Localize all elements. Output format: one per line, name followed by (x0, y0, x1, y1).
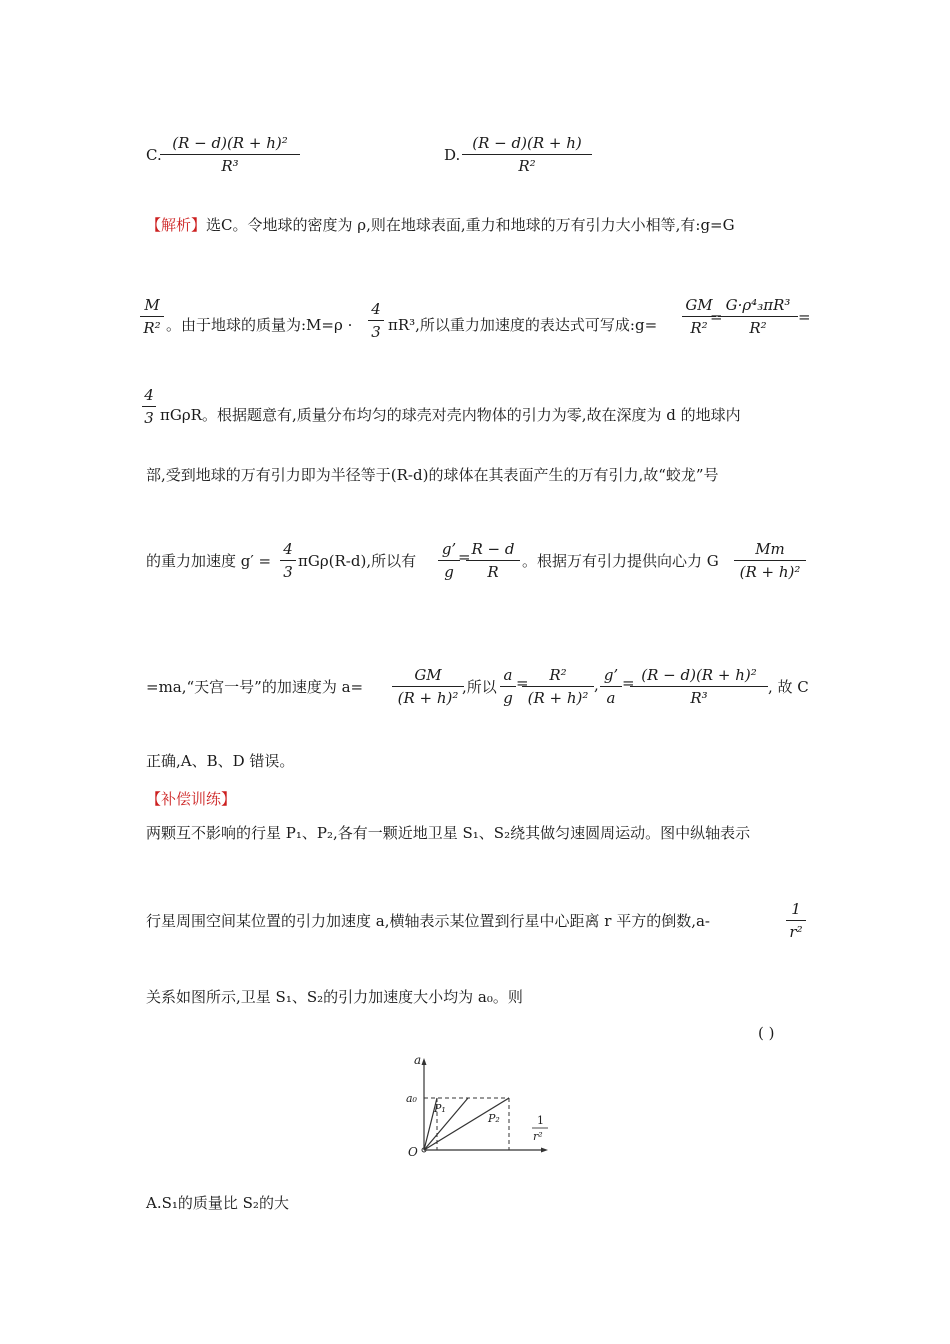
analysis-text-6a: =ma,“天宫一号”的加速度为 a= (146, 678, 364, 696)
equals-sign-2: = (798, 308, 811, 326)
y-axis-label: a (414, 1053, 422, 1067)
frac-r-minus-d-over-r: R − d R (466, 540, 520, 581)
analysis-text-1: 选C。令地球的密度为 ρ,则在地球表面,重力和地球的万有引力大小相等,有:g=G (206, 216, 735, 234)
p2-label: P₂ (488, 1112, 500, 1125)
option-c-fraction: (R − d)(R + h)² R³ (160, 134, 300, 175)
p1-label: P₁ (434, 1102, 446, 1115)
training-line-2: 行星周围空间某位置的引力加速度 a,横轴表示某位置到行星中心距离 r 平方的倒数,a- (146, 912, 710, 930)
frac-gm-over-r2: GM R² (682, 296, 716, 337)
analysis-text-6d: , 故 C (768, 678, 809, 696)
analysis-text-6b: ,所以 (462, 678, 497, 696)
analysis-text-5c: 。根据万有引力提供向心力 G (522, 552, 719, 570)
x-axis-label-den: r² (533, 1130, 543, 1143)
frac-g-prime-over-g: g’ g (438, 540, 460, 581)
comma: , (594, 676, 599, 694)
training-line-1: 两颗互不影响的行星 P₁、P₂,各有一颗近地卫星 S₁、S₂绕其做匀速圆周运动。图中纵轴表示 (146, 824, 751, 842)
y-axis-arrow (422, 1058, 427, 1065)
x-axis-arrow (541, 1148, 548, 1153)
analysis-line-7: 正确,A、B、D 错误。 (146, 752, 295, 770)
equals-sign-5: = (622, 674, 635, 692)
analysis-text-5b: πGρ(R-d),所以有 (298, 552, 417, 570)
equals-sign-4: = (516, 674, 529, 692)
frac-1-over-r2: 1 r² (786, 900, 806, 941)
analysis-line-1 (146, 214, 735, 235)
analysis-text-2a: 。由于地球的质量为:M=ρ · (166, 316, 353, 334)
answer-bracket: ( ) (758, 1024, 775, 1042)
equals-sign: = (710, 308, 723, 326)
frac-m-over-r2: M R² (140, 296, 164, 337)
option-d-fraction: (R − d)(R + h) R² (462, 134, 592, 175)
graph-figure (402, 1050, 562, 1160)
option-a: A.S₁的质量比 S₂的大 (146, 1194, 289, 1212)
origin-label: O (408, 1145, 418, 1159)
frac-gm-over-r-plus-h: GM (R + h)² (392, 666, 464, 707)
training-line-3: 关系如图所示,卫星 S₁、S₂的引力加速度大小均为 a₀。则 (146, 988, 523, 1006)
x-axis-label-num: 1 (537, 1114, 544, 1127)
frac-a-over-g: a g (500, 666, 516, 707)
equals-sign-3: = (458, 548, 471, 566)
training-tag: 【补偿训练】 (146, 790, 237, 808)
frac-r2-over-r-plus-h: R² (R + h)² (522, 666, 594, 707)
analysis-text-3: πGρR。根据题意有,质量分布均匀的球壳对壳内物体的引力为零,故在深度为 d 的地球内 (160, 406, 741, 424)
frac-4-over-3-c: 4 3 (280, 540, 296, 581)
frac-final: (R − d)(R + h)² R³ (630, 666, 768, 707)
analysis-text-2b: πR³,所以重力加速度的表达式可写成:g= (388, 316, 658, 334)
option-d-label: D. (444, 146, 461, 164)
frac-g-prime-over-a: g’ a (600, 666, 622, 707)
frac-mm-over-r-plus-h: Mm (R + h)² (734, 540, 806, 581)
analysis-text-5a: 的重力加速度 g′ = (146, 552, 272, 570)
option-c-label: C. (146, 146, 162, 164)
analysis-line-4: 部,受到地球的万有引力即为半径等于(R-d)的球体在其表面产生的万有引力,故“蛟龙”号 (146, 466, 719, 484)
frac-4-over-3-b: 4 3 (142, 386, 156, 427)
a0-label: a₀ (406, 1092, 417, 1105)
frac-g-rho-pi-r3: G·ρ⁴₃πR³ R² (718, 296, 798, 337)
frac-4-over-3-a: 4 3 (368, 300, 384, 341)
analysis-tag: 【解析】 (146, 216, 207, 234)
